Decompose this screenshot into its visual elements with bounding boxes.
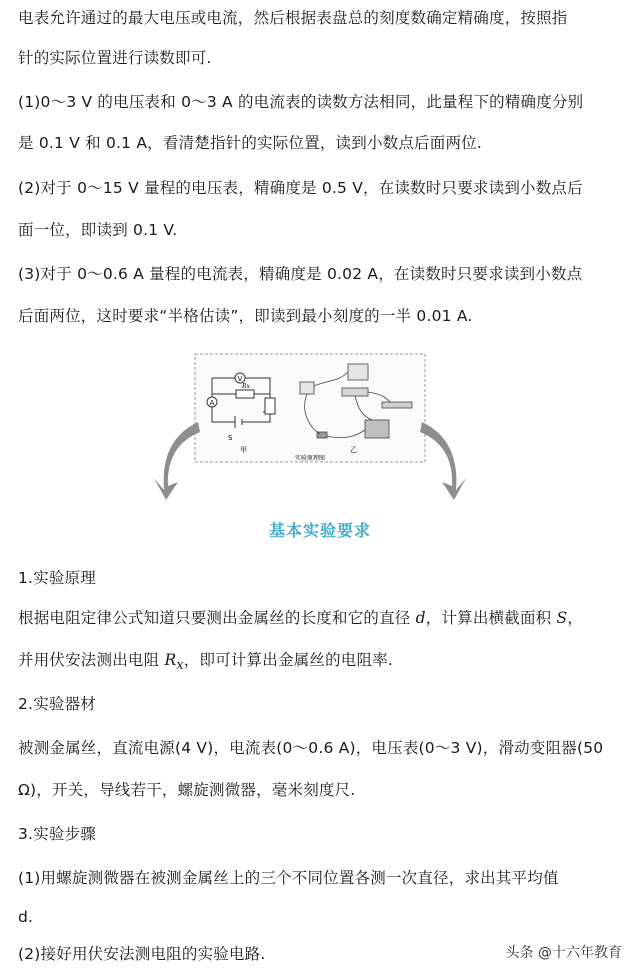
text-line: 电表允许通过的最大电压或电流，然后根据表盘总的刻度数确定精确度，按照指 [18,9,568,27]
section-title: 基本实验要求 [268,521,371,540]
battery-pack [365,420,389,438]
experiment-principle-figure [150,350,490,500]
right-arrow-decoration [420,422,466,500]
left-arrow-decoration [154,422,200,500]
text-line: 根据电阻定律公式知道只要测出金属丝的长度和它的直径 d，计算出横截面积 S， [18,609,584,627]
text-line: 是 0.1 V 和 0.1 A，看清楚指针的实际位置，读到小数点后面两位. [18,134,482,152]
section-heading: 2.实验器材 [18,695,96,713]
rx-label: Rx [242,383,250,390]
ammeter-device [300,382,314,394]
text-line: 面一位，即读到 0.1 V. [18,221,178,239]
section-heading: 1.实验原理 [18,569,96,587]
figure-caption: 实验原理图 [294,455,326,462]
rheostat [265,398,275,414]
watermark: 头条 @十六年教育 [502,941,626,963]
text-line: 被测金属丝，直流电源(4 V)，电流表(0～0.6 A)，电压表(0～3 V)，滑动变阻器(50 [18,739,604,757]
section-heading: 3.实验步骤 [18,825,96,843]
switch-label: S [228,434,233,442]
text-line: (2)接好用伏安法测电阻的实验电路. [18,945,266,963]
text-line: 并用伏安法测出电阻 $R_x$，即可计算出金属丝的电阻率. [18,651,394,674]
label-jia: 甲 [240,446,247,454]
slide-rheostat [382,402,412,408]
label-yi: 乙 [350,446,357,454]
ammeter-label: A [209,399,215,407]
switch-board [342,388,368,396]
text-line: 后面两位，这时要求“半格估读”，即读到最小刻度的一半 0.01 A. [18,307,473,325]
text-line: (1)0～3 V 的电压表和 0～3 A 的电流表的读数方法相同，此量程下的精确度分别 [18,93,584,111]
text-line: d. [18,908,34,926]
voltmeter-device [348,364,368,380]
text-line: (3)对于 0～0.6 A 量程的电流表，精确度是 0.02 A，在读数时只要求读到小数点 [18,265,583,283]
voltmeter-label: V [237,375,243,383]
text-line: Ω)，开关，导线若干，螺旋测微器，毫米刻度尺. [18,781,356,799]
text-line: (1)用螺旋测微器在被测金属丝上的三个不同位置各测一次直径，求出其平均值 [18,869,559,887]
text-line: (2)对于 0～15 V 量程的电压表，精确度是 0.5 V，在读数时只要求读到小数点后 [18,179,583,197]
resistor-rx [236,390,254,398]
text-line: 针的实际位置进行读数即可. [18,49,212,67]
